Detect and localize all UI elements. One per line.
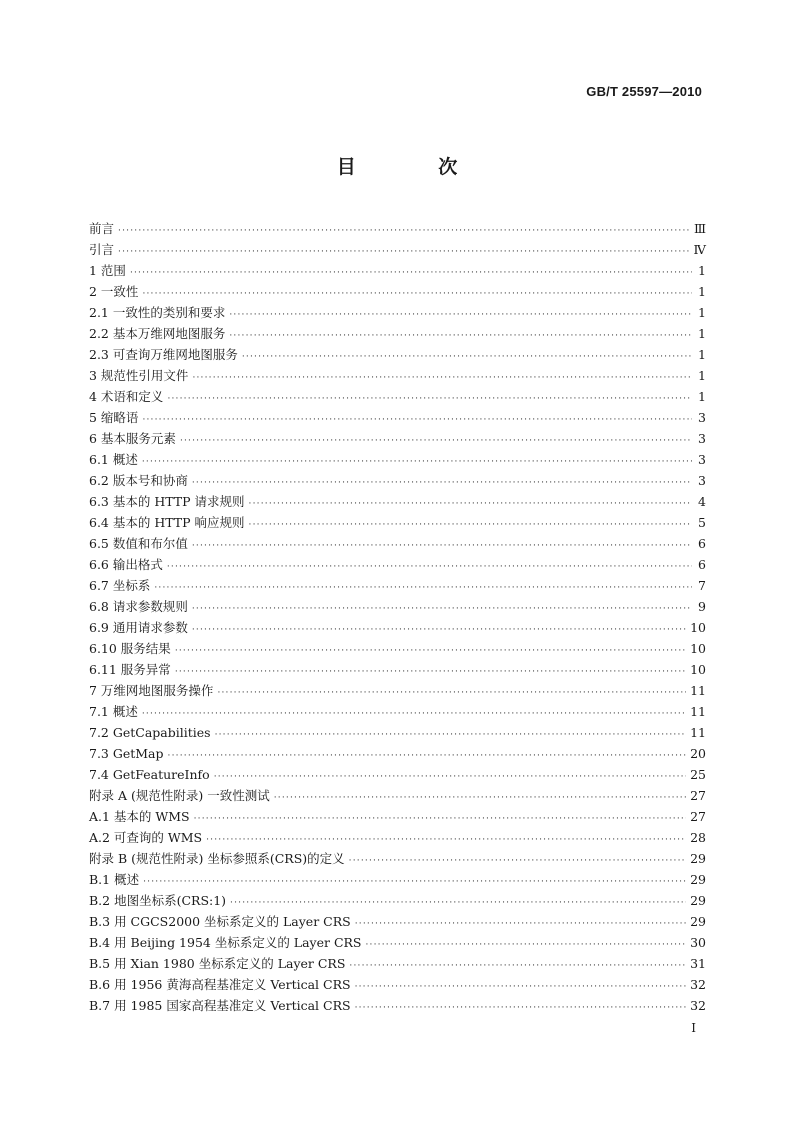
toc-entry[interactable] bbox=[89, 764, 706, 785]
toc-entry-title: 6 基本服务元素 bbox=[89, 431, 176, 446]
dot-leader bbox=[192, 368, 692, 389]
toc-entry-title: 前言 bbox=[89, 221, 115, 236]
toc-entry[interactable] bbox=[89, 281, 706, 302]
toc-entry-page: 32 bbox=[690, 977, 706, 992]
toc-entry[interactable] bbox=[89, 701, 706, 722]
toc-entry[interactable] bbox=[89, 491, 706, 512]
toc-entry-page: 1 bbox=[698, 263, 706, 278]
toc-entry-title: 7 万维网地图服务操作 bbox=[89, 683, 214, 698]
dot-leader bbox=[168, 746, 687, 767]
toc-entry-page: 27 bbox=[690, 809, 706, 824]
toc-entry[interactable] bbox=[89, 596, 706, 617]
toc-entry-page: 30 bbox=[690, 935, 706, 950]
dot-leader bbox=[192, 473, 692, 494]
toc-entry-title: 6.9 通用请求参数 bbox=[89, 620, 188, 635]
dot-leader bbox=[215, 725, 687, 746]
toc-entry-title: 1 范围 bbox=[89, 263, 126, 278]
toc-entry-title: 7.1 概述 bbox=[89, 704, 138, 719]
toc-entry-title: 7.4 GetFeatureInfo bbox=[89, 767, 210, 782]
toc-entry-title: 6.6 输出格式 bbox=[89, 557, 163, 572]
dot-leader bbox=[180, 431, 692, 452]
toc-entry[interactable] bbox=[89, 680, 706, 701]
dot-leader bbox=[214, 767, 686, 788]
toc-entry[interactable] bbox=[89, 260, 706, 281]
toc-entry-title: 2.1 一致性的类别和要求 bbox=[89, 305, 226, 320]
toc-entry-title: 6.5 数值和布尔值 bbox=[89, 536, 188, 551]
dot-leader bbox=[355, 998, 687, 1019]
toc-entry-page: 29 bbox=[690, 893, 706, 908]
toc-entry-title: B.6 用 1956 黄海高程基准定义 Vertical CRS bbox=[89, 977, 351, 992]
toc-entry-title: B.4 用 Beijing 1954 坐标系定义的 Layer CRS bbox=[89, 935, 362, 950]
toc-entry-page: 32 bbox=[690, 998, 706, 1013]
toc-entry[interactable] bbox=[89, 848, 706, 869]
toc-entry-title: 6.3 基本的 HTTP 请求规则 bbox=[89, 494, 245, 509]
toc-entry-page: 1 bbox=[698, 284, 706, 299]
toc-entry[interactable] bbox=[89, 470, 706, 491]
dot-leader bbox=[192, 536, 692, 557]
toc-entry[interactable] bbox=[89, 575, 706, 596]
toc-entry[interactable] bbox=[89, 806, 706, 827]
toc-entry-page: 10 bbox=[690, 620, 706, 635]
toc-entry[interactable] bbox=[89, 323, 706, 344]
toc-entry-page: 1 bbox=[698, 368, 706, 383]
toc-entry-page: 29 bbox=[690, 851, 706, 866]
toc-entry[interactable] bbox=[89, 659, 706, 680]
toc-entry[interactable] bbox=[89, 365, 706, 386]
toc-entry[interactable] bbox=[89, 827, 706, 848]
dot-leader bbox=[192, 620, 686, 641]
toc-entry-page: 3 bbox=[698, 410, 706, 425]
toc-entry[interactable] bbox=[89, 890, 706, 911]
dot-leader bbox=[167, 389, 692, 410]
toc-entry-title: 7.3 GetMap bbox=[89, 746, 164, 761]
toc-entry-page: 29 bbox=[690, 872, 706, 887]
dot-leader bbox=[274, 788, 686, 809]
toc-entry[interactable] bbox=[89, 533, 706, 554]
dot-leader bbox=[194, 809, 686, 830]
dot-leader bbox=[366, 935, 687, 956]
toc-entry[interactable] bbox=[89, 428, 706, 449]
toc-entry-title: A.2 可查询的 WMS bbox=[89, 830, 203, 845]
toc-entry-page: 11 bbox=[690, 725, 706, 740]
toc-entry-title: 6.7 坐标系 bbox=[89, 578, 151, 593]
toc-entry-title: 附录 B (规范性附录) 坐标参照系(CRS)的定义 bbox=[89, 851, 345, 866]
toc-entry[interactable] bbox=[89, 995, 706, 1016]
toc-entry[interactable] bbox=[89, 911, 706, 932]
toc-entry-page: 1 bbox=[698, 326, 706, 341]
toc-entry-title: B.5 用 Xian 1980 坐标系定义的 Layer CRS bbox=[89, 956, 346, 971]
toc-entry-page: 3 bbox=[698, 452, 706, 467]
toc-entry[interactable] bbox=[89, 344, 706, 365]
toc-entry-page: 10 bbox=[690, 662, 706, 677]
dot-leader bbox=[349, 851, 686, 872]
toc-entry[interactable] bbox=[89, 302, 706, 323]
dot-leader bbox=[175, 662, 686, 683]
toc-entry[interactable] bbox=[89, 932, 706, 953]
toc-entry[interactable] bbox=[89, 617, 706, 638]
toc-entry-page: 11 bbox=[690, 704, 706, 719]
toc-entry-page: 6 bbox=[698, 536, 706, 551]
dot-leader bbox=[249, 515, 692, 536]
toc-entry-title: 2 一致性 bbox=[89, 284, 139, 299]
toc-entry[interactable] bbox=[89, 386, 706, 407]
toc-entry-page: 27 bbox=[690, 788, 706, 803]
toc-entry-page: Ⅲ bbox=[693, 221, 706, 236]
toc-entry-page: 28 bbox=[690, 830, 706, 845]
toc-entry-page: 4 bbox=[698, 494, 706, 509]
table-of-contents bbox=[89, 218, 706, 1016]
toc-entry-title: 6.4 基本的 HTTP 响应规则 bbox=[89, 515, 245, 530]
toc-entry-title: B.7 用 1985 国家高程基准定义 Vertical CRS bbox=[89, 998, 351, 1013]
dot-leader bbox=[355, 977, 687, 998]
toc-entry-title: 5 缩略语 bbox=[89, 410, 139, 425]
dot-leader bbox=[229, 305, 692, 326]
toc-entry-title: 7.2 GetCapabilities bbox=[89, 725, 211, 740]
page-number: I bbox=[691, 1021, 696, 1035]
dot-leader bbox=[229, 326, 692, 347]
toc-entry-page: 7 bbox=[698, 578, 706, 593]
toc-entry-page: 31 bbox=[690, 956, 706, 971]
toc-entry-title: 2.2 基本万维网地图服务 bbox=[89, 326, 226, 341]
toc-entry-title: 引言 bbox=[89, 242, 115, 257]
toc-entry-title: 6.11 服务异常 bbox=[89, 662, 171, 677]
toc-entry-page: 1 bbox=[698, 347, 706, 362]
toc-entry-page: 5 bbox=[698, 515, 706, 530]
dot-leader bbox=[118, 242, 689, 263]
toc-entry[interactable] bbox=[89, 743, 706, 764]
dot-leader bbox=[118, 221, 690, 242]
dot-leader bbox=[249, 494, 692, 515]
toc-entry-title: B.2 地图坐标系(CRS:1) bbox=[89, 893, 227, 908]
toc-entry-page: 29 bbox=[690, 914, 706, 929]
toc-entry[interactable] bbox=[89, 722, 706, 743]
toc-entry-page: 11 bbox=[690, 683, 706, 698]
toc-entry-page: Ⅳ bbox=[693, 242, 706, 257]
toc-entry-title: 附录 A (规范性附录) 一致性测试 bbox=[89, 788, 270, 803]
toc-entry[interactable] bbox=[89, 953, 706, 974]
toc-entry[interactable] bbox=[89, 239, 706, 260]
toc-entry[interactable] bbox=[89, 638, 706, 659]
toc-entry-title: 6.2 版本号和协商 bbox=[89, 473, 188, 488]
toc-entry-title: 3 规范性引用文件 bbox=[89, 368, 189, 383]
toc-entry[interactable] bbox=[89, 974, 706, 995]
toc-entry-page: 1 bbox=[698, 305, 706, 320]
toc-entry[interactable] bbox=[89, 407, 706, 428]
toc-entry-page: 25 bbox=[690, 767, 706, 782]
toc-entry-page: 20 bbox=[690, 746, 706, 761]
dot-leader bbox=[154, 578, 692, 599]
toc-entry-title: B.3 用 CGCS2000 坐标系定义的 Layer CRS bbox=[89, 914, 351, 929]
toc-entry-title: 6.8 请求参数规则 bbox=[89, 599, 188, 614]
toc-entry-page: 3 bbox=[698, 431, 706, 446]
toc-entry-title: 4 术语和定义 bbox=[89, 389, 164, 404]
toc-entry[interactable] bbox=[89, 512, 706, 533]
dot-leader bbox=[142, 704, 686, 725]
toc-entry[interactable] bbox=[89, 218, 706, 239]
toc-entry-title: 6.10 服务结果 bbox=[89, 641, 171, 656]
toc-entry-title: B.1 概述 bbox=[89, 872, 140, 887]
toc-entry[interactable] bbox=[89, 554, 706, 575]
toc-entry-title: 6.1 概述 bbox=[89, 452, 138, 467]
toc-entry-page: 6 bbox=[698, 557, 706, 572]
toc-entry[interactable] bbox=[89, 785, 706, 806]
dot-leader bbox=[192, 599, 692, 620]
dot-leader bbox=[142, 410, 692, 431]
toc-title: 目 次 bbox=[336, 156, 496, 178]
dot-leader bbox=[175, 641, 686, 662]
dot-leader bbox=[167, 557, 692, 578]
dot-leader bbox=[242, 347, 692, 368]
dot-leader bbox=[142, 452, 692, 473]
toc-entry-title: 2.3 可查询万维网地图服务 bbox=[89, 347, 238, 362]
toc-entry-page: 10 bbox=[690, 641, 706, 656]
toc-entry-title: A.1 基本的 WMS bbox=[89, 809, 190, 824]
toc-entry-page: 1 bbox=[698, 389, 706, 404]
dot-leader bbox=[130, 263, 692, 284]
toc-entry-page: 9 bbox=[698, 599, 706, 614]
dot-leader bbox=[355, 914, 686, 935]
toc-entry[interactable] bbox=[89, 449, 706, 470]
dot-leader bbox=[217, 683, 686, 704]
standard-number: GB/T 25597—2010 bbox=[586, 84, 702, 99]
dot-leader bbox=[349, 956, 686, 977]
toc-entry[interactable] bbox=[89, 869, 706, 890]
toc-entry-page: 3 bbox=[698, 473, 706, 488]
